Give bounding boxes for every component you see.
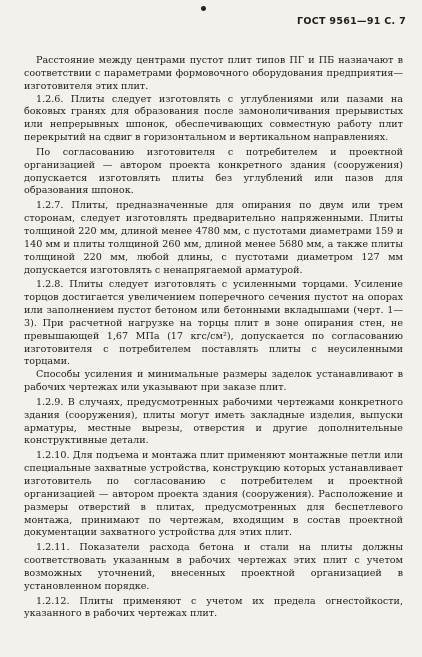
paragraph: 1.2.12. Плиты применяют с учетом их предела огнестойкости, указанного в рабочих чертежах плит. [24,595,403,620]
paragraph: 1.2.10. Для подъема и монтажа плит применяют монтажные петли или специальные захватные устройства, конструкцию которых устанавливает изготовитель по согласованию с потребителем и проектной организацией — автором проекта здания (сооружения). Расположение и размеры отверстий в плитах, предусмотренных для беспетлевого монтажа, принимают по чертежам, входящим в состав проектной документации захватного устройства для этих плит. [24,450,403,539]
paragraph: 1.2.11. Показатели расхода бетона и стали на плиты должны соответствовать указанным в рабочих чертежах этих плит с учетом возможных уточнений, внесенных проектной организацией в установленном порядке. [24,542,403,592]
paragraph: 1.2.8. Плиты следует изготовлять с усиленными торцами. Усиление торцов достигается увеличением поперечного сечения пустот на опорах или заполнением пустот бетоном или бетонными вкладышами (черт. 1—3). При расчетной нагрузке на торцы плит в зоне опирания стен, не превышающей 1,67 МПа (17 кгс/см²), допускается по согласованию изготовителя с потребителем поставлять плиты с неусиленными торцами. [24,279,403,368]
document-body [24,55,403,621]
paragraph: Способы усиления и минимальные размеры заделок устанавливают в рабочих чертежах или указывают при заказе плит. [24,369,403,394]
paragraph: Расстояние между центрами пустот плит типов ПГ и ПБ назначают в соответствии с параметрами формовочного оборудования предприятия—изготовителя этих плит. [24,55,403,92]
paragraph: 1.2.7. Плиты, предназначенные для опирания по двум или трем сторонам, следует изготовлять предварительно напряженными. Плиты толщиной 220 мм, длиной менее 4780 мм, с пустотами диаметрами 159 и 140 мм и плиты толщиной 260 мм, длиной менее 5680 мм, а также плиты толщиной 220 мм, любой длины, с пустотами диаметром 127 мм допускается изготовлять с ненапрягаемой арматурой. [24,200,403,276]
paragraph: 1.2.6. Плиты следует изготовлять с углублениями или пазами на боковых гранях для образования после замоноличивания прерывистых или непрерывных шпонок, обеспечивающих совместную работу плит перекрытий на сдвиг в горизонтальном и вертикальном направлениях. [24,93,403,144]
page-header: ГОСТ 9561—91 С. 7 [297,16,406,27]
page-dot-mark [201,6,206,11]
paragraph: По согласованию изготовителя с потребителем и проектной организацией — автором проекта конкретного здания (сооружения) допускается изготовлять плиты без углублений или пазов для образования шпонок. [24,146,403,197]
paragraph: 1.2.9. В случаях, предусмотренных рабочими чертежами конкретного здания (сооружения), плиты могут иметь закладные изделия, выпуски арматуры, местные вырезы, отверстия и другие дополнительные конструктивные детали. [24,396,403,447]
